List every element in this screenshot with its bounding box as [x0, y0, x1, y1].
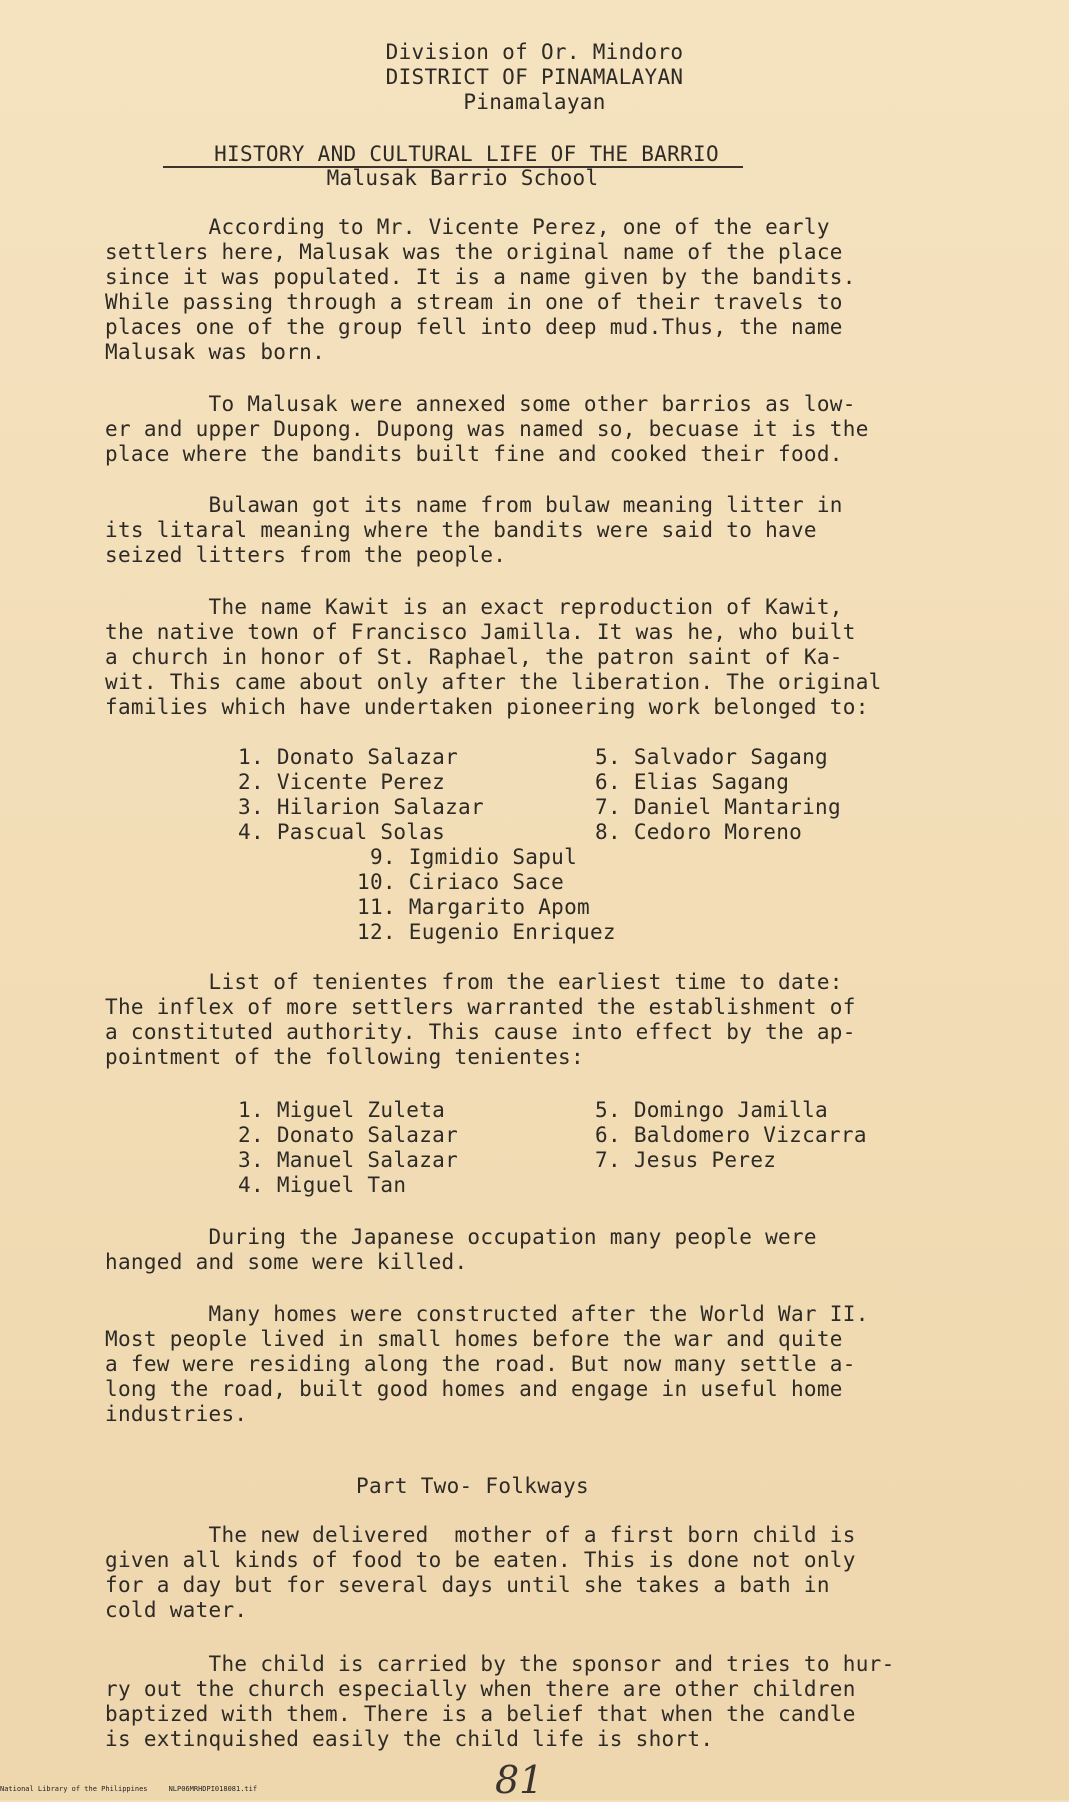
- section-heading-part-two: Part Two- Folkways: [356, 1474, 589, 1498]
- paragraph-mother: The new delivered mother of a first born child is given all kinds of food to be eaten. This is done not only for a day but for several days until she takes a bath in cold water.: [105, 1523, 856, 1622]
- tenientes-list-right: 5. Domingo Jamilla 6. Baldomero Vizcarra 7. Jesus Perez: [595, 1098, 867, 1172]
- paragraph-tenientes: List of tenientes from the earliest time to date: The inflex of more settlers warranted the establishment of a constituted authority. This cause into effect by the ap- pointment of the following tenientes:: [105, 970, 856, 1069]
- paragraph-bulawan: Bulawan got its name from bulaw meaning litter in its litaral meaning where the bandits were said to have seized litters from the people.: [105, 493, 843, 567]
- document-title: HISTORY AND CULTURAL LIFE OF THE BARRIO: [214, 142, 719, 166]
- families-list-left: 1. Donato Salazar 2. Vicente Perez 3. Hilarion Salazar 4. Pascual Solas: [238, 745, 484, 844]
- paragraph-homes: Many homes were constructed after the World War II. Most people lived in small homes before the war and quite a few were residing along the road. But now many settle a- long the road, built good homes and engage in useful home industries.: [105, 1302, 869, 1426]
- paragraph-occupation: During the Japanese occupation many people were hanged and some were killed.: [105, 1225, 817, 1274]
- header-town: Pinamalayan: [463, 90, 606, 114]
- header-division: Division of Or. Mindoro: [385, 40, 684, 64]
- families-list-right: 5. Salvador Sagang 6. Elias Sagang 7. Daniel Mantaring 8. Cedoro Moreno: [595, 745, 841, 844]
- archive-footer-note: National Library of the Philippines NLP06MRHDPI018081.tif: [0, 1785, 258, 1793]
- header-district: DISTRICT OF PINAMALAYAN: [385, 65, 684, 89]
- paragraph-child: The child is carried by the sponsor and tries to hur- ry out the church especially when there are other children baptized with them. There is a belief that when the candle is extinquished easily the child life is short.: [105, 1652, 895, 1751]
- families-list-center: 9. Igmidio Sapul 10. Ciriaco Sace 11. Margarito Apom 12. Eugenio Enriquez: [357, 845, 616, 944]
- paragraph-kawit: The name Kawit is an exact reproduction of Kawit, the native town of Francisco Jamilla. It was he, who built a church in honor of St. Raphael, the patron saint of Ka- wit. This came about only after the liberation. The original families which have undertaken pioneering work belonged to:: [105, 595, 882, 719]
- tenientes-list-left: 1. Miguel Zuleta 2. Donato Salazar 3. Manuel Salazar 4. Miguel Tan: [238, 1098, 459, 1197]
- document-subtitle: Malusak Barrio School: [326, 166, 599, 190]
- handwritten-page-number: 81: [495, 1758, 544, 1802]
- paragraph-dupong: To Malusak were annexed some other barrios as low- er and upper Dupong. Dupong was named so, becuase it is the place where the bandits built fine and cooked their food.: [105, 392, 869, 466]
- paragraph-origin: According to Mr. Vicente Perez, one of the early settlers here, Malusak was the original name of the place since it was populated. It is a name given by the bandits. While passing through a stream in one of their travels to places one of the group fell into deep mud.Thus, the name Malusak was born.: [105, 215, 856, 364]
